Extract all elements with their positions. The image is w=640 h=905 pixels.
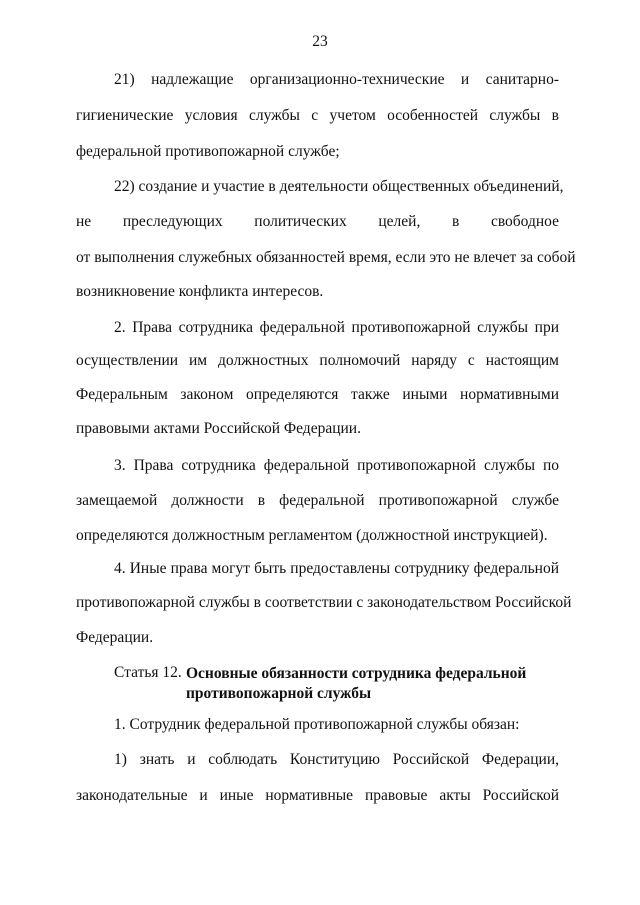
item-22-line-4: возникновение конфликта интересов.	[76, 283, 324, 300]
section-2-line-1: 2. Права сотрудника федеральной противопожарной службы при	[114, 319, 559, 336]
article-section-1-line-1: 1. Сотрудник федеральной противопожарной службы обязан:	[114, 716, 520, 733]
item-21-line-2: гигиенические условия службы с учетом особенностей службы в	[76, 107, 559, 124]
item-22-line-2: не преследующих политических целей, в свободное	[76, 213, 559, 230]
article-title	[186, 664, 526, 704]
section-2-line-3: Федеральным законом определяются также иными нормативными	[76, 386, 559, 403]
section-4-line-2: противопожарной службы в соответствии с законодательством Российской	[76, 594, 572, 611]
section-2-line-2: осуществлении им должностных полномочий наряду с настоящим	[76, 352, 559, 369]
section-2-line-4: правовыми актами Российской Федерации.	[76, 420, 361, 437]
section-3-line-3: определяются должностным регламентом (должностной инструкцией).	[76, 527, 548, 544]
item-21-line-1: 21) надлежащие организационно-технические и санитарно-	[114, 71, 559, 88]
item-21-line-3: федеральной противопожарной службе;	[76, 143, 340, 160]
article-title-line-2: противопожарной службы	[186, 685, 372, 702]
article-title-line-1: Основные обязанности сотрудника федеральной	[186, 665, 527, 682]
duty-item-1-line-2: законодательные и иные нормативные правовые акты Российской	[76, 787, 559, 804]
item-22-line-1: 22) создание и участие в деятельности общественных объединений,	[114, 178, 564, 195]
page-number: 23	[312, 33, 328, 50]
duty-item-1-line-1: 1) знать и соблюдать Конституцию Российской Федерации,	[114, 751, 559, 768]
section-3-line-2: замещаемой должности в федеральной противопожарной службе	[76, 492, 559, 509]
article-label: Статья 12.	[114, 664, 182, 681]
section-4-line-1: 4. Иные права могут быть предоставлены сотруднику федеральной	[114, 560, 559, 577]
section-3-line-1: 3. Права сотрудника федеральной противопожарной службы по	[114, 457, 559, 474]
item-22-line-3: от выполнения служебных обязанностей время, если это не влечет за собой	[76, 249, 576, 266]
section-4-line-3: Федерации.	[76, 629, 154, 646]
